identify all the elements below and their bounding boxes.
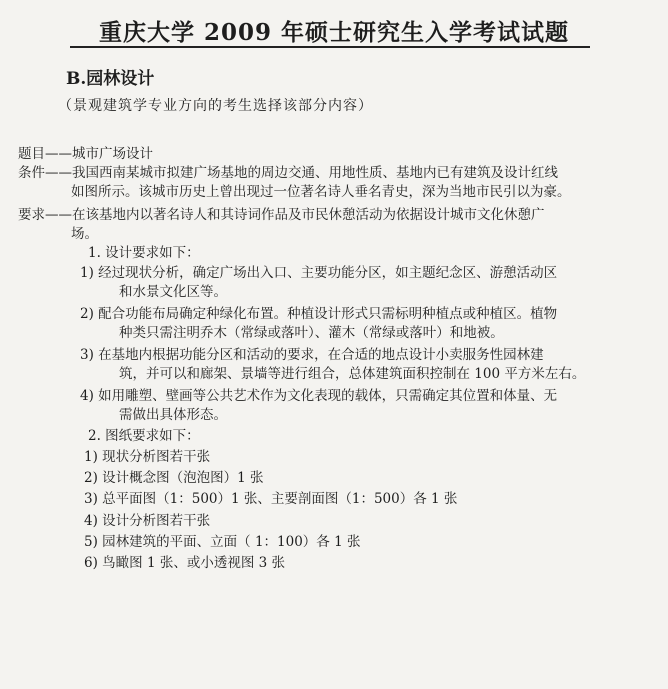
design-requirement-3-line-2: 筑，并可以和廊架、景墙等进行组合，总体建筑面积控制在 100 平方米左右。 bbox=[119, 366, 586, 382]
design-requirement-2-line-1: 2) 配合功能布局确定种绿化布置。种植设计形式只需标明种植点或种植区。植物 bbox=[80, 306, 558, 322]
design-requirement-2-line-2: 种类只需注明乔木（常绿或落叶）、灌木（常绿或落叶）和地被。 bbox=[119, 325, 504, 341]
design-requirement-1-line-2: 和水景文化区等。 bbox=[119, 284, 227, 300]
design-requirement-3-line-1: 3) 在基地内根据功能分区和活动的要求，在合适的地点设计小卖服务性园林建 bbox=[80, 347, 544, 363]
design-requirement-1-line-1: 1) 经过现状分析，确定广场出入口、主要功能分区，如主题纪念区、游憩活动区 bbox=[80, 265, 558, 281]
drawing-requirement-4: 4) 设计分析图若干张 bbox=[84, 513, 211, 529]
conditions-line-1: 条件——我国西南某城市拟建广场基地的周边交通、用地性质、基地内已有建筑及设计红线 bbox=[18, 165, 558, 181]
section-heading: B.园林设计 bbox=[66, 69, 155, 89]
title-underline bbox=[70, 46, 590, 48]
design-requirement-4-line-1: 4) 如用雕塑、壁画等公共艺术作为文化表现的载体，只需确定其位置和体量、无 bbox=[80, 388, 558, 404]
section-note: （景观建筑学专业方向的考生选择该部分内容） bbox=[58, 98, 373, 114]
drawing-requirement-1: 1) 现状分析图若干张 bbox=[84, 449, 211, 465]
drawing-requirement-6: 6) 鸟瞰图 1 张、或小透视图 3 张 bbox=[84, 555, 285, 571]
design-requirements-heading: 1. 设计要求如下： bbox=[88, 245, 200, 261]
exam-title: 重庆大学 2009 年硕士研究生入学考试试题 bbox=[98, 19, 570, 46]
drawing-requirement-2: 2) 设计概念图（泡泡图）1 张 bbox=[84, 470, 264, 486]
topic-line: 题目——城市广场设计 bbox=[18, 146, 153, 162]
conditions-line-2: 如图所示。该城市历史上曾出现过一位著名诗人垂名青史，深为当地市民引以为豪。 bbox=[71, 184, 571, 200]
requirement-line-1: 要求——在该基地内以著名诗人和其诗词作品及市民休憩活动为依据设计城市文化休憩广 bbox=[18, 207, 545, 223]
drawing-requirements-heading: 2. 图纸要求如下： bbox=[88, 428, 200, 444]
requirement-line-2: 场。 bbox=[71, 226, 98, 242]
drawing-requirement-5: 5) 园林建筑的平面、立面（ 1：100）各 1 张 bbox=[84, 534, 361, 550]
design-requirement-4-line-2: 需做出具体形态。 bbox=[119, 407, 227, 423]
drawing-requirement-3: 3) 总平面图（1：500）1 张、主要剖面图（1：500）各 1 张 bbox=[84, 491, 458, 507]
